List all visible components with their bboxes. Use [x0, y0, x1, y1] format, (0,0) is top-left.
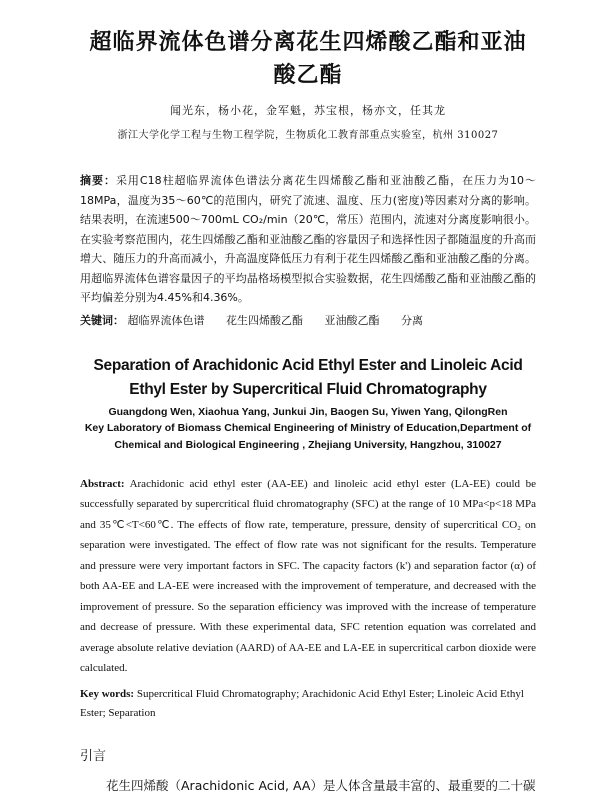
chinese-keywords	[80, 312, 536, 330]
chinese-keyword: 花生四烯酸乙酯	[226, 313, 303, 327]
english-keywords	[80, 685, 536, 723]
english-affiliation	[80, 420, 536, 454]
chinese-authors: 闻光东，杨小花，金军魁，苏宝根，杨亦文，任其龙	[170, 104, 446, 117]
section-heading-introduction: 引言	[80, 748, 107, 764]
chinese-abstract-text: 采用C18柱超临界流体色谱法分离花生四烯酸乙酯和亚油酸乙酯，在压力为10～18MPa，温度为35～60℃的范围内，研究了流速、温度、压力(密度)等因素对分离的影响。结果表明，在流速500～700mL CO₂/min（20℃，常压）范围内，流速对分离度影响很小。在实验考察范围内，花生四烯酸乙酯和亚油酸乙酯的容量因子和选择性因子都随温度的升高而增大、随压力的升高而减小，升高温度降低压力有利于花生四烯酸乙酯和亚油酸乙酯的分离。用超临界流体色谱容量因子的平均晶格场模型拟合实验数据，花生四烯酸乙酯和亚油酸乙酯的平均偏差分别为4.45%和4.36%。	[80, 174, 536, 304]
english-keywords-label: Key words:	[80, 687, 135, 700]
chinese-keyword: 超临界流体色谱	[127, 313, 205, 327]
english-abstract	[80, 474, 536, 679]
chinese-keyword: 分离	[401, 313, 423, 327]
chinese-keywords-label: 关键词：	[80, 313, 124, 327]
chinese-title-line-1: 超临界流体色谱分离花生四烯酸乙酯和亚油	[89, 30, 527, 55]
english-title-line-1: Separation of Arachidonic Acid Ethyl Ester and Linoleic Acid	[93, 356, 523, 374]
chinese-keyword: 亚油酸乙酯	[324, 313, 380, 327]
chinese-abstract	[80, 171, 536, 308]
english-title-line-2: Ethyl Ester by Supercritical Fluid Chromatography	[129, 380, 487, 398]
english-authors: Guangdong Wen, Xiaohua Yang, Junkui Jin, Baogen Su, Yiwen Yang, QilongRen	[108, 405, 508, 418]
english-abstract-label: Abstract:	[80, 477, 125, 490]
english-affiliation-line-2: Chemical and Biological Engineering , Zhejiang University, Hangzhou, 310027	[114, 438, 502, 451]
chinese-title	[80, 26, 536, 92]
english-keywords-text: Supercritical Fluid Chromatography; Arachidonic Acid Ethyl Ester; Linoleic Acid Ethyl Ester; Separation	[80, 687, 524, 719]
english-abstract-text: Arachidonic acid ethyl ester (AA-EE) and linoleic acid ethyl ester (LA-EE) could be successfully separated by supercritical fluid chromatography (SFC) at the range of 10 MPa<p<18 MPa and 35℃<T<60℃. The effects of flow rate, temperature, pressure, density of supercritical CO₂ on separation were investigated. The effect of flow rate was not significant for the results. Temperature and pressure were very important factors in SFC. The capacity factors (k') and separation factor (α) of both AA-EE and LA-EE were increased with the improvement of temperature, and decreased with the improvement of pressure. So the separation efficiency was improved with the increase of temperature and decrease of pressure. With these experimental data, SFC retention equation was correlated and average absolute relative deviation (AARD) of AA-EE and LA-EE in supercritical carbon dioxide were calculated.	[80, 477, 536, 674]
chinese-affiliation: 浙江大学化学工程与生物工程学院，生物质化工教育部重点实验室，杭州 310027	[117, 130, 499, 141]
chinese-title-line-2: 酸乙酯	[273, 63, 343, 88]
introduction-first-line: 花生四烯酸（Arachidonic Acid, AA）是人体含量最丰富的、最重要的二十碳	[106, 777, 536, 793]
english-title	[80, 354, 536, 402]
english-affiliation-line-1: Key Laboratory of Biomass Chemical Engineering of Ministry of Education,Department of	[84, 421, 532, 434]
chinese-abstract-label: 摘要：	[80, 174, 116, 187]
paper-page	[0, 26, 600, 798]
